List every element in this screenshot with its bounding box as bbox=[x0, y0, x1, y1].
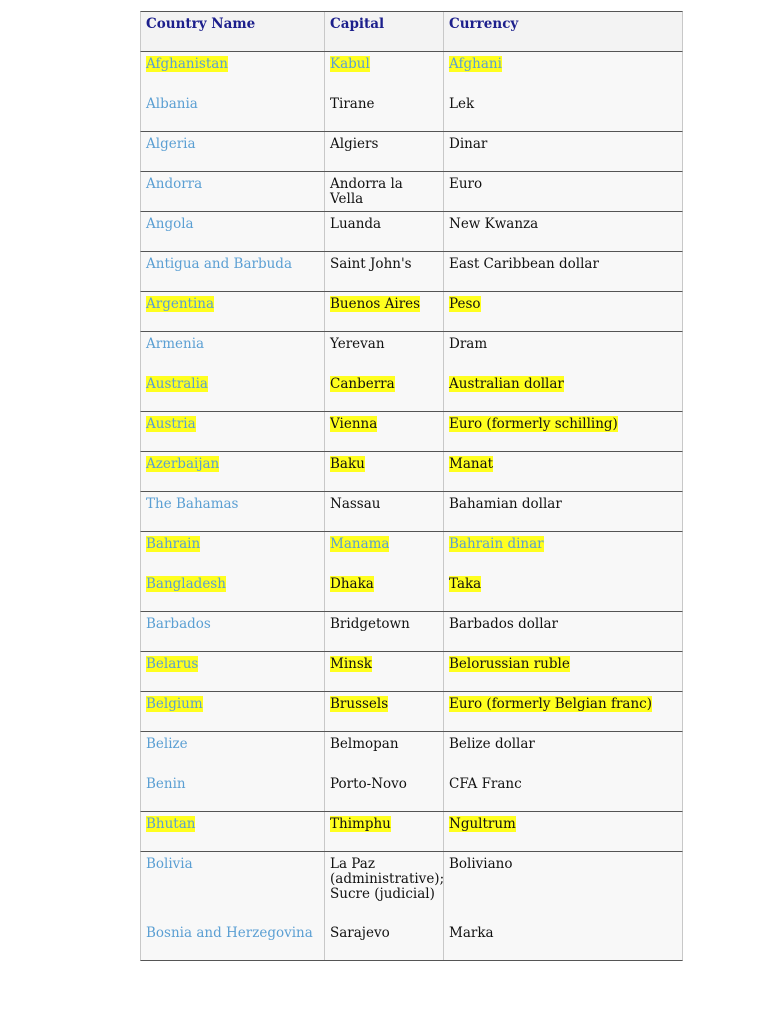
capital-text: Algiers bbox=[330, 136, 379, 152]
currency-cell bbox=[444, 812, 682, 851]
currency-cell bbox=[444, 492, 682, 531]
currency-text: CFA Franc bbox=[449, 776, 522, 792]
currency-cell bbox=[444, 412, 682, 451]
country-link[interactable]: Afghanistan bbox=[146, 56, 229, 72]
currency-text: Euro (formerly Belgian franc) bbox=[449, 696, 652, 712]
currency-cell bbox=[444, 532, 682, 572]
country-cell bbox=[141, 412, 325, 451]
country-cell bbox=[141, 492, 325, 531]
currency-cell bbox=[444, 772, 682, 811]
currency-cell bbox=[444, 452, 682, 491]
country-link[interactable]: Azerbaijan bbox=[146, 456, 220, 472]
table-row bbox=[140, 132, 683, 172]
capital-cell bbox=[325, 92, 444, 131]
country-link[interactable]: Barbados bbox=[146, 616, 211, 632]
capital-text: Vienna bbox=[330, 416, 378, 432]
currency-cell bbox=[444, 212, 682, 251]
capital-cell bbox=[325, 692, 444, 731]
table-row bbox=[140, 412, 683, 452]
currency-cell bbox=[444, 652, 682, 691]
capital-text: Bridgetown bbox=[330, 616, 410, 632]
country-cell bbox=[141, 292, 325, 331]
country-link[interactable]: Australia bbox=[146, 376, 208, 392]
currency-text: Euro (formerly schilling) bbox=[449, 416, 618, 432]
currency-cell bbox=[444, 172, 682, 211]
currency-text: Manat bbox=[449, 456, 494, 472]
capital-text: Minsk bbox=[330, 656, 372, 672]
capital-cell bbox=[325, 372, 444, 411]
country-cell bbox=[141, 732, 325, 772]
capital-cell bbox=[325, 492, 444, 531]
country-link[interactable]: Austria bbox=[146, 416, 196, 432]
country-link[interactable]: Antigua and Barbuda bbox=[146, 256, 292, 272]
currency-cell bbox=[444, 252, 682, 291]
currency-text: Boliviano bbox=[449, 856, 513, 872]
country-cell bbox=[141, 812, 325, 851]
capital-cell bbox=[325, 292, 444, 331]
currency-cell bbox=[444, 92, 682, 131]
capital-cell bbox=[325, 572, 444, 611]
table-row bbox=[140, 92, 683, 132]
country-cell bbox=[141, 612, 325, 651]
country-cell bbox=[141, 252, 325, 291]
currency-text: Barbados dollar bbox=[449, 616, 559, 632]
header-country: Country Name bbox=[141, 12, 325, 51]
country-cell bbox=[141, 52, 325, 92]
capital-cell bbox=[325, 332, 444, 372]
country-link[interactable]: Andorra bbox=[146, 176, 203, 192]
capital-text: Dhaka bbox=[330, 576, 374, 592]
table-row bbox=[140, 652, 683, 692]
capital-text[interactable]: Kabul bbox=[330, 56, 370, 72]
country-cell bbox=[141, 372, 325, 411]
capital-cell bbox=[325, 532, 444, 572]
table-row bbox=[140, 492, 683, 532]
currency-text: Dram bbox=[449, 336, 488, 352]
country-link[interactable]: Angola bbox=[146, 216, 194, 232]
currency-text: Australian dollar bbox=[449, 376, 564, 392]
capital-text: Saint John's bbox=[330, 256, 412, 272]
country-link[interactable]: Bahrain bbox=[146, 536, 201, 552]
currency-cell bbox=[444, 732, 682, 772]
currency-cell bbox=[444, 132, 682, 171]
country-cell bbox=[141, 772, 325, 811]
country-link[interactable]: Bolivia bbox=[146, 856, 193, 872]
country-link[interactable]: Benin bbox=[146, 776, 186, 792]
country-link[interactable]: Algeria bbox=[146, 136, 196, 152]
capital-text: Brussels bbox=[330, 696, 389, 712]
country-cell bbox=[141, 212, 325, 251]
table-row bbox=[140, 452, 683, 492]
country-cell bbox=[141, 692, 325, 731]
currency-text: East Caribbean dollar bbox=[449, 256, 599, 272]
currency-text[interactable]: Bahrain dinar bbox=[449, 536, 544, 552]
currency-cell bbox=[444, 921, 682, 960]
table-row bbox=[140, 692, 683, 732]
currency-text: Ngultrum bbox=[449, 816, 516, 832]
currency-text: Euro bbox=[449, 176, 483, 192]
currency-text: Dinar bbox=[449, 136, 488, 152]
table-row bbox=[140, 772, 683, 812]
capital-cell bbox=[325, 652, 444, 691]
capital-text: Belmopan bbox=[330, 736, 399, 752]
table-row bbox=[140, 532, 683, 572]
table-row bbox=[140, 852, 683, 921]
table-row bbox=[140, 812, 683, 852]
currency-cell bbox=[444, 292, 682, 331]
capital-text: Andorra la Vella bbox=[330, 176, 403, 207]
currency-text: Marka bbox=[449, 925, 494, 941]
table-row bbox=[140, 612, 683, 652]
currency-cell bbox=[444, 692, 682, 731]
capital-cell bbox=[325, 921, 444, 960]
capital-text: La Paz (administrative); Sucre (judicial) bbox=[330, 856, 445, 902]
country-cell bbox=[141, 852, 325, 921]
currency-cell bbox=[444, 572, 682, 611]
country-link[interactable]: Argentina bbox=[146, 296, 215, 312]
capital-cell bbox=[325, 132, 444, 171]
country-link[interactable]: Bhutan bbox=[146, 816, 196, 832]
table-header-row bbox=[140, 11, 683, 52]
currency-text: Bahamian dollar bbox=[449, 496, 562, 512]
capital-text[interactable]: Manama bbox=[330, 536, 390, 552]
country-cell bbox=[141, 921, 325, 960]
capital-cell bbox=[325, 412, 444, 451]
table-row bbox=[140, 172, 683, 212]
currency-cell bbox=[444, 372, 682, 411]
header-currency: Currency bbox=[449, 16, 519, 32]
capital-text: Baku bbox=[330, 456, 365, 472]
capital-text: Sarajevo bbox=[330, 925, 390, 941]
currency-text: Belorussian ruble bbox=[449, 656, 570, 672]
currency-cell bbox=[444, 332, 682, 372]
capital-cell bbox=[325, 612, 444, 651]
currency-text: Belize dollar bbox=[449, 736, 535, 752]
capital-cell bbox=[325, 772, 444, 811]
country-cell bbox=[141, 652, 325, 691]
country-cell bbox=[141, 172, 325, 211]
capital-text: Canberra bbox=[330, 376, 395, 392]
country-cell bbox=[141, 532, 325, 572]
table-row bbox=[140, 332, 683, 372]
table-row bbox=[140, 921, 683, 961]
capital-text: Buenos Aires bbox=[330, 296, 421, 312]
table-row bbox=[140, 252, 683, 292]
capital-cell bbox=[325, 732, 444, 772]
currency-cell bbox=[444, 52, 682, 92]
capital-text: Porto-Novo bbox=[330, 776, 407, 792]
country-cell bbox=[141, 92, 325, 131]
capital-text: Luanda bbox=[330, 216, 382, 232]
capital-text: Tirane bbox=[330, 96, 375, 112]
country-cell bbox=[141, 132, 325, 171]
country-link[interactable]: The Bahamas bbox=[146, 496, 239, 512]
table-body bbox=[140, 52, 683, 961]
currency-text: Lek bbox=[449, 96, 475, 112]
country-link[interactable]: Bangladesh bbox=[146, 576, 226, 592]
currency-text: Peso bbox=[449, 296, 481, 312]
currency-cell bbox=[444, 612, 682, 651]
capital-cell bbox=[325, 252, 444, 291]
country-link[interactable]: Armenia bbox=[146, 336, 205, 352]
table-row bbox=[140, 572, 683, 612]
header-capital: Capital bbox=[325, 12, 444, 51]
table-row bbox=[140, 372, 683, 412]
country-link[interactable]: Belgium bbox=[146, 696, 203, 712]
country-link[interactable]: Belarus bbox=[146, 656, 199, 672]
currency-cell bbox=[444, 852, 682, 921]
table-row bbox=[140, 52, 683, 92]
currency-text: Taka bbox=[449, 576, 482, 592]
currency-text[interactable]: Afghani bbox=[449, 56, 502, 72]
country-cell bbox=[141, 332, 325, 372]
capital-cell bbox=[325, 812, 444, 851]
capital-cell bbox=[325, 212, 444, 251]
country-cell bbox=[141, 452, 325, 491]
capital-cell bbox=[325, 452, 444, 491]
country-cell bbox=[141, 572, 325, 611]
capital-cell bbox=[325, 172, 444, 211]
capital-cell bbox=[325, 52, 444, 92]
table-row bbox=[140, 732, 683, 772]
country-link[interactable]: Albania bbox=[146, 96, 198, 112]
capital-text: Nassau bbox=[330, 496, 381, 512]
country-link[interactable]: Bosnia and Herzegovina bbox=[146, 925, 313, 941]
capital-cell bbox=[325, 852, 444, 921]
country-capital-currency-table bbox=[140, 11, 683, 961]
capital-text: Yerevan bbox=[330, 336, 385, 352]
table-row bbox=[140, 292, 683, 332]
capital-text: Thimphu bbox=[330, 816, 391, 832]
currency-text: New Kwanza bbox=[449, 216, 539, 232]
country-link[interactable]: Belize bbox=[146, 736, 188, 752]
table-row bbox=[140, 212, 683, 252]
